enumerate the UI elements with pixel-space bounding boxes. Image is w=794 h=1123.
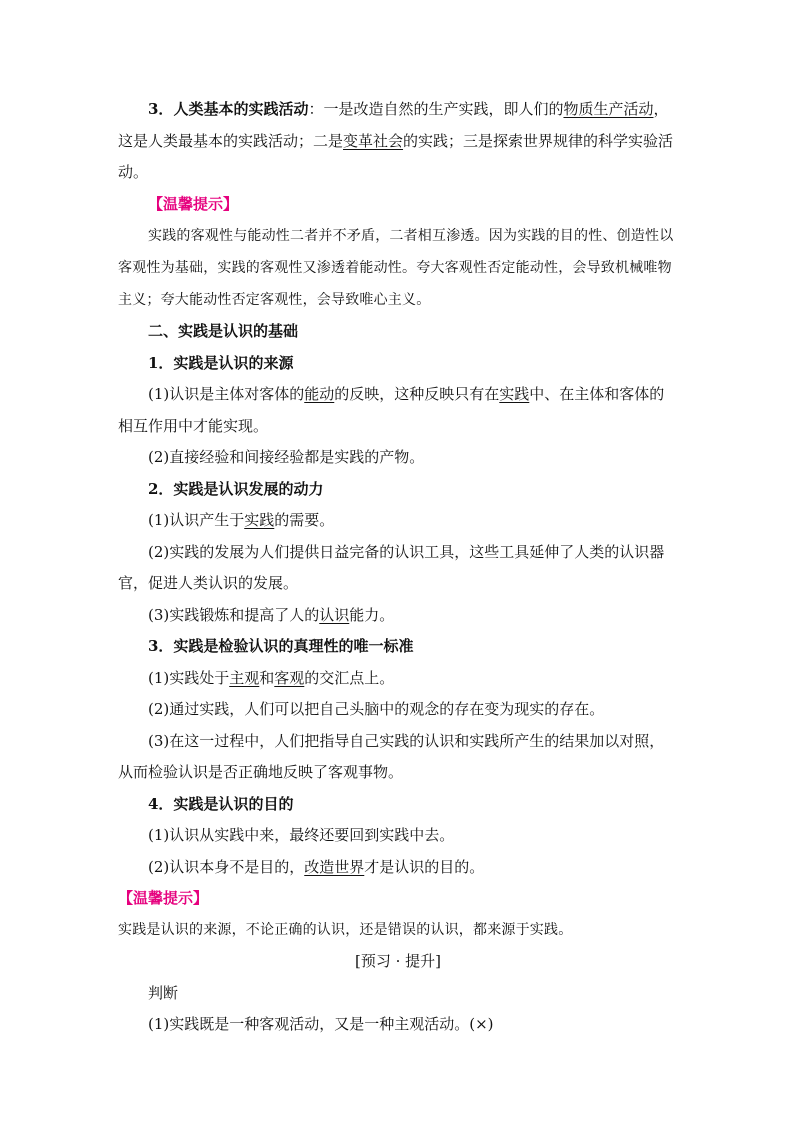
page-content	[118, 94, 678, 1041]
tip-title: 【温馨提示】	[118, 889, 209, 907]
point-3-title: 3．实践是检验认识的真理性的唯一标准	[148, 637, 414, 655]
point-3-item-1: (1)实践处于主观和客观的交汇点上。	[148, 668, 395, 687]
point-4-item-2: (2)认识本身不是目的，改造世界才是认识的目的。	[148, 857, 485, 876]
point-1-item-1: (1)认识是主体对客体的能动的反映，这种反映只有在实践中、在主体和客体的相互作用中才能实现。	[118, 385, 665, 435]
underlined-term: 客观	[274, 668, 305, 687]
underlined-term: 能动	[304, 385, 335, 403]
point-4-title: 4．实践是认识的目的	[148, 794, 294, 813]
judge-question-1: (1)实践既是一种客观活动，又是一种主观活动。(×)	[148, 1015, 494, 1033]
section-1-heading: 人类基本的实践活动	[173, 100, 309, 118]
underlined-term: 实践	[244, 511, 275, 529]
underlined-term: 改造世界	[304, 857, 365, 876]
underlined-term: 物质生产活动	[563, 100, 654, 118]
judge-label: 判断	[148, 983, 179, 1002]
section-2-heading: 二、实践是认识的基础	[148, 322, 299, 340]
section-1-number: 3．	[148, 100, 174, 118]
point-3-item-2: (2)通过实践，人们可以把自己头脑中的观念的存在变为现实的存在。	[148, 700, 605, 718]
tip-text: 实践是认识的来源，不论正确的认识，还是错误的认识，都来源于实践。	[118, 921, 573, 938]
underlined-term: 主观	[229, 668, 260, 687]
point-3-item-3: (3)在这一过程中，人们把指导自己实践的认识和实践所产生的结果加以对照，从而检验认识是否正确地反映了客观事物。	[118, 731, 665, 781]
preview-heading: [预习 · 提升]	[354, 952, 441, 970]
section-1-paragraph: 3．人类基本的实践活动：一是改造自然的生产实践，即人们的物质生产活动，这是人类最基本的实践活动；二是变革社会的实践；三是探索世界规律的科学实验活动。	[118, 100, 674, 181]
underlined-term: 实践	[499, 385, 530, 403]
underlined-term: 认识	[319, 605, 350, 624]
point-2-item-2: (2)实践的发展为人们提供日益完备的认识工具，这些工具延伸了人类的认识器官，促进人类认识的发展。	[118, 542, 665, 592]
underlined-term: 变革社会	[343, 131, 404, 150]
point-4-item-1: (1)认识从实践中来，最终还要回到实践中去。	[148, 826, 455, 844]
point-2-title: 2．实践是认识发展的动力	[148, 479, 324, 498]
point-2-item-1: (1)认识产生于实践的需要。	[148, 511, 335, 529]
point-1-title: 1．实践是认识的来源	[148, 353, 294, 372]
point-1-item-2: (2)直接经验和间接经验都是实践的产物。	[148, 448, 425, 466]
tip-text: 实践的客观性与能动性二者并不矛盾，二者相互渗透。因为实践的目的性、创造性以客观性为基础，实践的客观性又渗透着能动性。夸大客观性否定能动性，会导致机械唯物主义；夸大能动性否定客观性，会导致唯心主义。	[118, 228, 674, 308]
tip-title: 【温馨提示】	[148, 194, 239, 213]
point-2-item-3: (3)实践锻炼和提高了人的认识能力。	[148, 605, 395, 624]
